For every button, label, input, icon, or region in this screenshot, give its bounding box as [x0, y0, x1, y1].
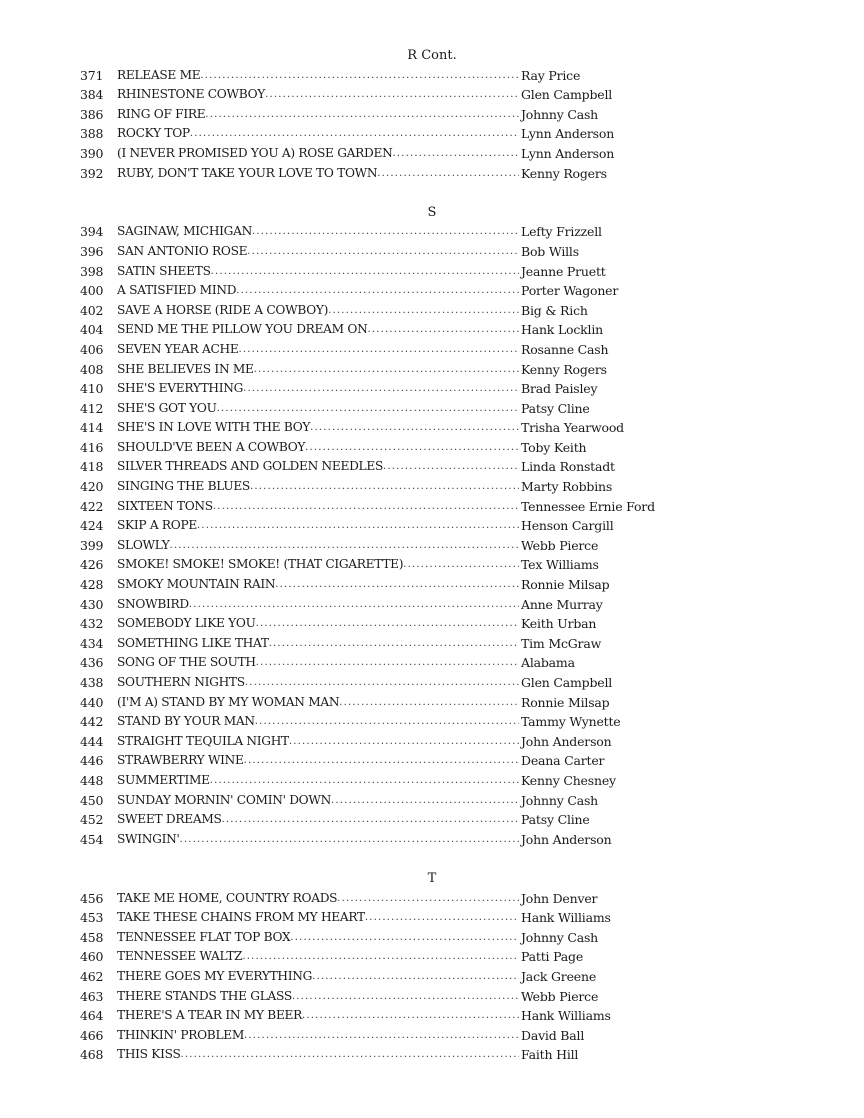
song-title: SLOWLY: [117, 537, 170, 552]
song-title: SMOKE! SMOKE! SMOKE! (THAT CIGARETTE): [117, 557, 404, 572]
song-entry: [0, 66, 864, 86]
dot-leader: [245, 673, 519, 693]
artist-name: Deana Carter: [521, 753, 605, 769]
song-entry: [0, 399, 864, 419]
song-title-with-leader: [117, 105, 519, 125]
song-title: SHE'S EVERYTHING: [117, 381, 244, 396]
song-entry: [0, 987, 864, 1007]
artist-name: Kenny Chesney: [521, 772, 616, 788]
artist-name: Kenny Rogers: [521, 361, 607, 377]
song-entry: [0, 751, 864, 771]
artist-name: Trisha Yearwood: [521, 420, 624, 436]
dot-leader: [265, 85, 519, 105]
song-entry: [0, 497, 864, 517]
song-title: SONG OF THE SOUTH: [117, 655, 256, 670]
song-title: SOMEBODY LIKE YOU: [117, 616, 256, 631]
song-title-with-leader: [117, 164, 519, 184]
dot-leader: [337, 889, 519, 909]
artist-name: Keith Urban: [521, 616, 597, 632]
song-title: RUBY, DON'T TAKE YOUR LOVE TO TOWN: [117, 165, 378, 180]
artist-name: Hank Williams: [521, 1008, 611, 1024]
section-heading: S: [427, 204, 437, 220]
song-entry: [0, 477, 864, 497]
artist-name: Lynn Anderson: [521, 126, 615, 142]
dot-leader: [244, 751, 519, 771]
song-title-with-leader: [117, 144, 519, 164]
song-entry: [0, 1026, 864, 1046]
song-title-with-leader: [117, 320, 519, 340]
song-entry: [0, 614, 864, 634]
song-title: THERE STANDS THE GLASS: [117, 988, 292, 1003]
song-entry: [0, 810, 864, 830]
dot-leader: [211, 262, 519, 282]
song-entry: [0, 124, 864, 144]
artist-name: Tammy Wynette: [521, 714, 621, 730]
dot-leader: [244, 1026, 519, 1046]
dot-leader: [170, 536, 519, 556]
song-entry: [0, 379, 864, 399]
song-title: SILVER THREADS AND GOLDEN NEEDLES: [117, 459, 383, 474]
song-entry: [0, 516, 864, 536]
artist-name: Tim McGraw: [521, 635, 602, 651]
song-number: 390: [80, 145, 104, 161]
artist-name: Glen Campbell: [521, 675, 613, 690]
song-title-with-leader: [117, 987, 519, 1007]
song-title-with-leader: [117, 477, 519, 497]
artist-name: Tex Williams: [521, 557, 599, 573]
section-heading: R Cont.: [407, 48, 457, 63]
song-title: TAKE THESE CHAINS FROM MY HEART: [117, 910, 365, 925]
artist-name: Johnny Cash: [521, 792, 599, 808]
dot-leader: [392, 144, 519, 164]
song-entry: [0, 222, 864, 242]
song-entry: [0, 967, 864, 987]
song-title: TENNESSEE WALTZ: [117, 949, 243, 964]
song-title: THERE'S A TEAR IN MY BEER: [117, 1008, 303, 1023]
dot-leader: [377, 164, 519, 184]
song-title-with-leader: [117, 751, 519, 771]
song-title-with-leader: [117, 732, 519, 752]
song-entry: [0, 1006, 864, 1026]
song-number: 440: [80, 694, 104, 710]
song-title: TENNESSEE FLAT TOP BOX: [117, 929, 291, 944]
song-number: 454: [80, 831, 104, 847]
song-title: RING OF FIRE: [117, 106, 206, 121]
song-title: SHE'S IN LOVE WITH THE BOY: [117, 420, 311, 435]
artist-name: Glen Campbell: [521, 87, 613, 103]
song-index-page: [0, 46, 864, 1084]
song-entry: [0, 536, 864, 556]
song-title: STAND BY YOUR MAN: [117, 714, 255, 729]
dot-leader: [217, 399, 519, 419]
song-title-with-leader: [117, 85, 519, 105]
index-section: [0, 869, 864, 1065]
dot-leader: [242, 947, 519, 967]
song-number: 416: [80, 439, 104, 455]
dot-leader: [189, 595, 519, 615]
song-number: 384: [80, 87, 104, 103]
dot-leader: [247, 242, 519, 262]
artist-name: Faith Hill: [521, 1047, 579, 1063]
index-section: [0, 46, 864, 183]
artist-name: Patsy Cline: [521, 400, 590, 416]
artist-name: Marty Robbins: [521, 479, 613, 495]
artist-name: Rosanne Cash: [521, 341, 609, 357]
song-entry: [0, 555, 864, 575]
song-title-with-leader: [117, 399, 519, 419]
artist-name: John Anderson: [521, 831, 612, 847]
song-title: SEVEN YEAR ACHE: [117, 341, 239, 356]
artist-name: Porter Wagoner: [521, 283, 619, 299]
song-title: SAGINAW, MICHIGAN: [117, 224, 252, 239]
song-entry: [0, 791, 864, 811]
dot-leader: [367, 320, 519, 340]
song-title-with-leader: [117, 575, 519, 595]
song-title-with-leader: [117, 1045, 519, 1065]
song-title: THINKIN' PROBLEM: [117, 1027, 245, 1042]
artist-name: John Anderson: [521, 733, 612, 749]
song-number: 426: [80, 557, 104, 573]
song-title-with-leader: [117, 516, 519, 536]
song-number: 452: [80, 812, 104, 828]
dot-leader: [205, 105, 519, 125]
artist-name: Tennessee Ernie Ford: [521, 498, 655, 514]
song-title: STRAWBERRY WINE: [117, 753, 244, 768]
song-entry: [0, 889, 864, 909]
song-number: 414: [80, 420, 104, 436]
dot-leader: [331, 791, 519, 811]
dot-leader: [213, 497, 519, 517]
song-title-with-leader: [117, 712, 519, 732]
song-title: SAVE A HORSE (RIDE A COWBOY): [117, 302, 329, 317]
song-title-with-leader: [117, 967, 519, 987]
artist-name: Ray Price: [521, 67, 581, 83]
artist-name: Henson Cargill: [521, 518, 614, 534]
song-number: 453: [80, 910, 104, 926]
song-title-with-leader: [117, 673, 519, 693]
song-title-with-leader: [117, 66, 519, 86]
song-title: RELEASE ME: [117, 67, 201, 82]
song-number: 418: [80, 459, 104, 475]
dot-leader: [256, 614, 519, 634]
song-title: SHOULD'VE BEEN A COWBOY: [117, 439, 306, 454]
song-title-with-leader: [117, 693, 519, 713]
song-title-with-leader: [117, 653, 519, 673]
song-title: SMOKY MOUNTAIN RAIN: [117, 577, 276, 592]
song-number: 438: [80, 675, 104, 690]
song-entry: [0, 301, 864, 321]
song-title: (I'M A) STAND BY MY WOMAN MAN: [117, 694, 340, 709]
song-number: 400: [80, 283, 104, 299]
song-entry: [0, 712, 864, 732]
song-entry: [0, 105, 864, 125]
song-number: 430: [80, 596, 104, 612]
dot-leader: [289, 732, 519, 752]
artist-name: Patti Page: [521, 949, 584, 965]
song-number: 456: [80, 890, 104, 906]
song-title-with-leader: [117, 810, 519, 830]
artist-name: Kenny Rogers: [521, 165, 607, 181]
song-entry: [0, 438, 864, 458]
artist-name: Johnny Cash: [521, 929, 599, 945]
song-entry: [0, 830, 864, 850]
song-number: 446: [80, 753, 104, 769]
dot-leader: [197, 516, 519, 536]
song-title: SATIN SHEETS: [117, 263, 211, 278]
song-title-with-leader: [117, 830, 519, 850]
song-entry: [0, 457, 864, 477]
song-number: 392: [80, 165, 104, 181]
song-title-with-leader: [117, 536, 519, 556]
dot-leader: [238, 340, 519, 360]
song-entry: [0, 928, 864, 948]
song-number: 434: [80, 635, 104, 651]
song-title-with-leader: [117, 595, 519, 615]
song-number: 464: [80, 1008, 104, 1024]
song-title-with-leader: [117, 928, 519, 948]
dot-leader: [181, 1045, 520, 1065]
dot-leader: [250, 477, 519, 497]
dot-leader: [180, 830, 519, 850]
song-title-with-leader: [117, 791, 519, 811]
song-number: 386: [80, 106, 104, 122]
song-number: 408: [80, 361, 104, 377]
song-entry: [0, 634, 864, 654]
song-title: RHINESTONE COWBOY: [117, 87, 266, 102]
song-number: 398: [80, 263, 104, 279]
dot-leader: [210, 771, 519, 791]
dot-leader: [305, 438, 519, 458]
artist-name: Hank Williams: [521, 910, 611, 926]
song-number: 412: [80, 400, 104, 416]
dot-leader: [254, 360, 519, 380]
dot-leader: [312, 967, 519, 987]
song-entry: [0, 164, 864, 184]
dot-leader: [269, 634, 519, 654]
song-title: SUNDAY MORNIN' COMIN' DOWN: [117, 792, 331, 807]
song-entry: [0, 771, 864, 791]
song-entry: [0, 320, 864, 340]
song-title-with-leader: [117, 301, 519, 321]
artist-name: Alabama: [521, 655, 575, 671]
song-number: 404: [80, 322, 104, 338]
song-title-with-leader: [117, 889, 519, 909]
song-title: SOMETHING LIKE THAT: [117, 635, 269, 650]
song-entry: [0, 144, 864, 164]
song-title-with-leader: [117, 1006, 519, 1026]
song-number: 448: [80, 772, 104, 788]
song-entry: [0, 262, 864, 282]
song-title: SIXTEEN TONS: [117, 498, 213, 513]
song-title: SNOWBIRD: [117, 596, 189, 611]
song-title: ROCKY TOP: [117, 126, 190, 141]
dot-leader: [256, 653, 519, 673]
dot-leader: [383, 457, 519, 477]
song-number: 396: [80, 243, 104, 259]
song-number: 463: [80, 988, 104, 1004]
artist-name: Brad Paisley: [521, 381, 598, 397]
index-section: [0, 203, 864, 850]
song-title: THERE GOES MY EVERYTHING: [117, 968, 313, 983]
dot-leader: [328, 301, 519, 321]
dot-leader: [365, 908, 519, 928]
song-entry: [0, 673, 864, 693]
song-title-with-leader: [117, 418, 519, 438]
song-number: 458: [80, 929, 104, 945]
song-title: SHE BELIEVES IN ME: [117, 361, 254, 376]
song-number: 422: [80, 498, 104, 514]
artist-name: Patsy Cline: [521, 812, 590, 828]
song-title: SHE'S GOT YOU: [117, 400, 217, 415]
artist-name: Big & Rich: [521, 302, 588, 318]
song-entry: [0, 281, 864, 301]
song-number: 371: [80, 67, 104, 83]
song-entry: [0, 653, 864, 673]
song-title: SUMMERTIME: [117, 772, 210, 787]
song-title: (I NEVER PROMISED YOU A) ROSE GARDEN: [117, 145, 393, 160]
artist-name: Webb Pierce: [521, 988, 599, 1004]
artist-name: Bob Wills: [521, 243, 579, 259]
song-entry: [0, 242, 864, 262]
song-title-with-leader: [117, 360, 519, 380]
song-entry: [0, 947, 864, 967]
song-title: SKIP A ROPE: [117, 518, 197, 533]
dot-leader: [190, 124, 519, 144]
song-title-with-leader: [117, 222, 519, 242]
song-title: TAKE ME HOME, COUNTRY ROADS: [117, 890, 338, 905]
song-title: SWINGIN': [117, 831, 180, 846]
song-entry: [0, 732, 864, 752]
song-entry: [0, 85, 864, 105]
song-title-with-leader: [117, 340, 519, 360]
song-number: 420: [80, 479, 104, 495]
song-title-with-leader: [117, 771, 519, 791]
song-number: 432: [80, 616, 104, 632]
song-title-with-leader: [117, 614, 519, 634]
song-title-with-leader: [117, 497, 519, 517]
song-number: 460: [80, 949, 104, 965]
song-title: THIS KISS: [117, 1047, 181, 1062]
song-number: 406: [80, 341, 104, 357]
song-entry: [0, 575, 864, 595]
song-entry: [0, 340, 864, 360]
artist-name: Linda Ronstadt: [521, 459, 615, 475]
song-title-with-leader: [117, 457, 519, 477]
artist-name: Hank Locklin: [521, 322, 603, 338]
song-entry: [0, 908, 864, 928]
song-number: 468: [80, 1047, 104, 1063]
song-title-with-leader: [117, 947, 519, 967]
song-number: 462: [80, 968, 104, 984]
song-number: 402: [80, 302, 104, 318]
dot-leader: [339, 693, 519, 713]
artist-name: Webb Pierce: [521, 537, 599, 553]
song-title-with-leader: [117, 1026, 519, 1046]
dot-leader: [275, 575, 519, 595]
song-title-with-leader: [117, 379, 519, 399]
dot-leader: [222, 810, 519, 830]
song-title-with-leader: [117, 262, 519, 282]
song-number: 399: [80, 537, 104, 553]
song-number: 428: [80, 577, 104, 593]
song-title-with-leader: [117, 438, 519, 458]
artist-name: Ronnie Milsap: [521, 577, 610, 593]
dot-leader: [252, 222, 519, 242]
song-title-with-leader: [117, 124, 519, 144]
artist-name: Ronnie Milsap: [521, 694, 610, 710]
dot-leader: [236, 281, 519, 301]
artist-name: Johnny Cash: [521, 106, 599, 122]
dot-leader: [292, 987, 519, 1007]
dot-leader: [290, 928, 519, 948]
dot-leader: [255, 712, 519, 732]
artist-name: John Denver: [521, 890, 598, 906]
song-entry: [0, 595, 864, 615]
song-title-with-leader: [117, 908, 519, 928]
song-title-with-leader: [117, 555, 519, 575]
dot-leader: [302, 1006, 519, 1026]
song-title: A SATISFIED MIND: [117, 283, 237, 298]
song-number: 424: [80, 518, 104, 534]
song-entry: [0, 418, 864, 438]
song-number: 394: [80, 224, 104, 240]
song-title-with-leader: [117, 634, 519, 654]
song-title: SOUTHERN NIGHTS: [117, 675, 245, 689]
song-number: 410: [80, 381, 104, 397]
dot-leader: [403, 555, 519, 575]
song-title: SWEET DREAMS: [117, 812, 222, 827]
song-number: 450: [80, 792, 104, 808]
artist-name: Anne Murray: [521, 596, 603, 612]
song-title: SEND ME THE PILLOW YOU DREAM ON: [117, 322, 368, 337]
dot-leader: [200, 66, 519, 86]
song-number: 436: [80, 655, 104, 671]
song-entry: [0, 360, 864, 380]
song-title-with-leader: [117, 281, 519, 301]
song-title: STRAIGHT TEQUILA NIGHT: [117, 733, 289, 748]
artist-name: Jeanne Pruett: [521, 263, 606, 279]
section-heading: T: [427, 870, 437, 886]
song-entry: [0, 1045, 864, 1065]
artist-name: Toby Keith: [521, 439, 587, 455]
song-title: SINGING THE BLUES: [117, 479, 250, 494]
song-title: SAN ANTONIO ROSE: [117, 243, 248, 258]
dot-leader: [243, 379, 519, 399]
artist-name: Lynn Anderson: [521, 145, 615, 161]
artist-name: Jack Greene: [521, 968, 597, 984]
song-number: 444: [80, 733, 104, 749]
song-number: 442: [80, 714, 104, 730]
song-number: 466: [80, 1027, 104, 1043]
artist-name: David Ball: [521, 1027, 585, 1043]
song-title-with-leader: [117, 242, 519, 262]
song-number: 388: [80, 126, 104, 142]
song-entry: [0, 693, 864, 713]
artist-name: Lefty Frizzell: [521, 224, 602, 240]
dot-leader: [310, 418, 519, 438]
